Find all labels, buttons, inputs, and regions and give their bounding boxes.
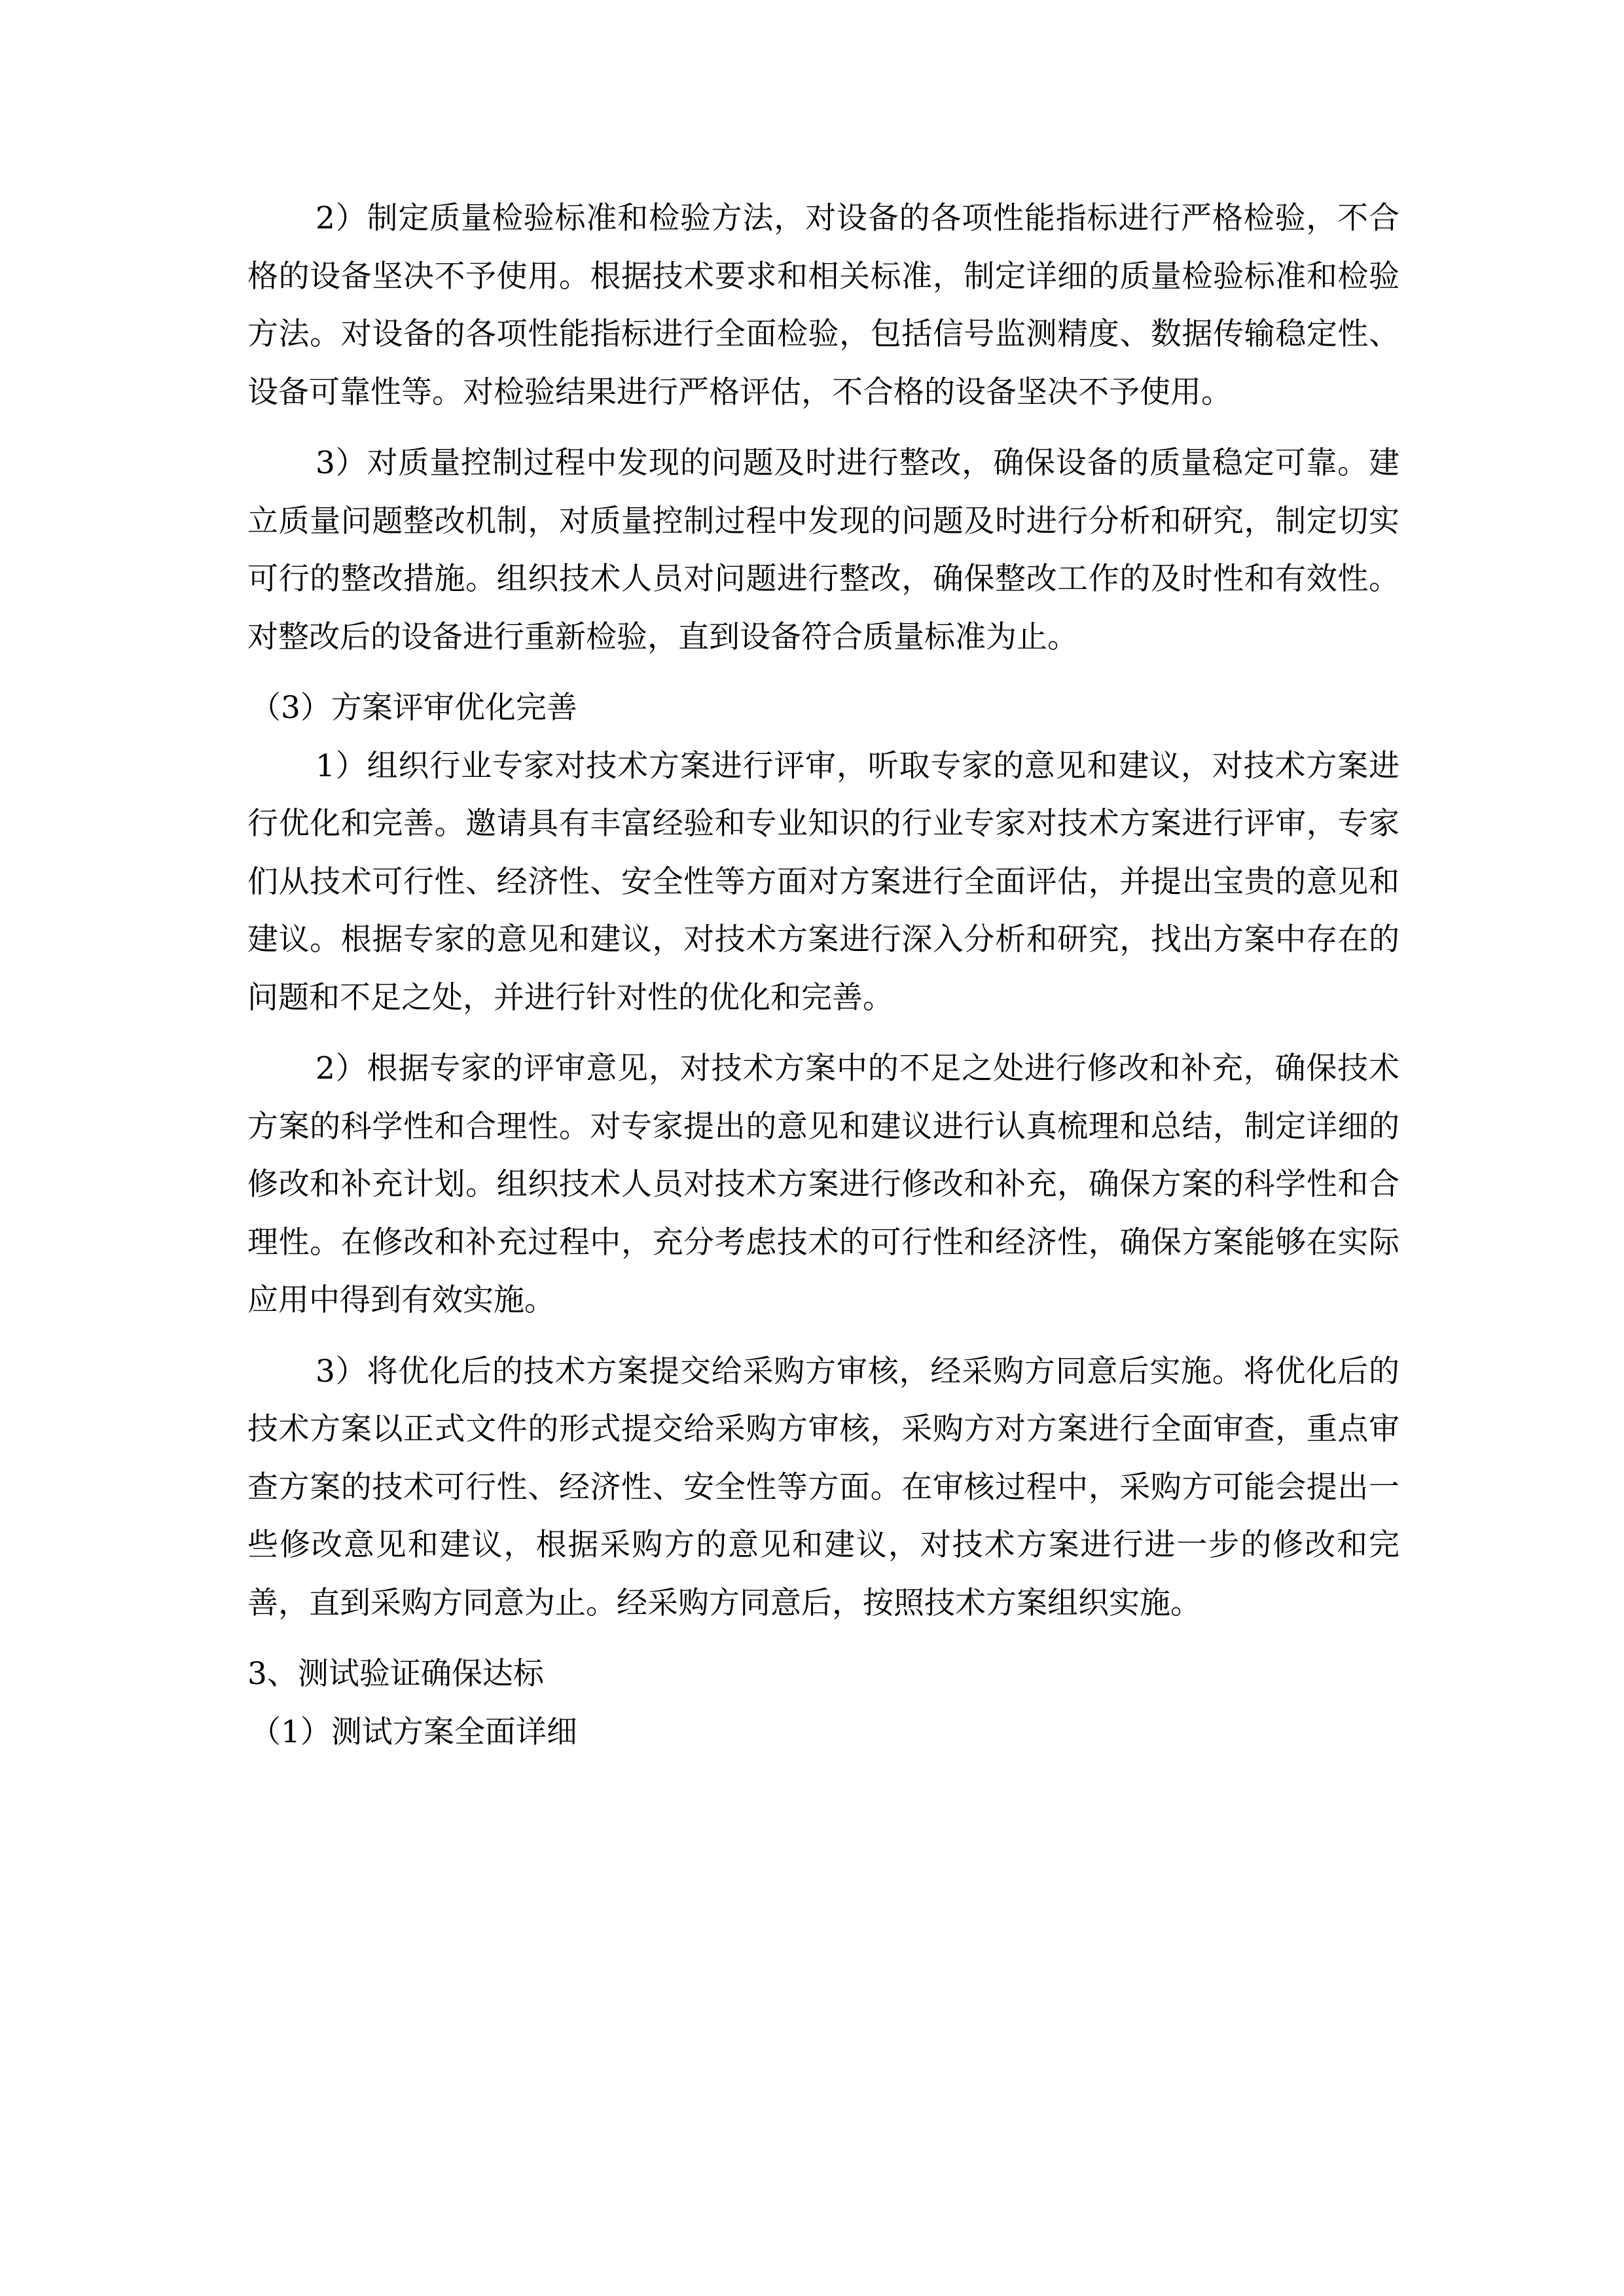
paragraph-submit-purchaser: 3）将优化后的技术方案提交给采购方审核，经采购方同意后实施。将优化后的技术方案以正式文件的形式提交给采购方审核，采购方对方案进行全面审查，重点审查方案的技术可行性、经济性、安全性等方面。在审核过程中，采购方可能会提出一些修改意见和建议，根据采购方的意见和建议，对技术方案进行进一步的修改和完善，直到采购方同意为止。经采购方同意后，按照技术方案组织实施。 (247, 1353, 1399, 1621)
paragraph-revise-supplement: 2）根据专家的评审意见，对技术方案中的不足之处进行修改和补充，确保技术方案的科学性和合理性。对专家提出的意见和建议进行认真梳理和总结，制定详细的修改和补充计划。组织技术人员对技术方案进行修改和补充，确保方案的科学性和合理性。在修改和补充过程中，充分考虑技术的可行性和经济性，确保方案能够在实际应用中得到有效实施。 (247, 1050, 1399, 1318)
paragraph-quality-rectification: 3）对质量控制过程中发现的问题及时进行整改，确保设备的质量稳定可靠。建立质量问题整改机制，对质量控制过程中发现的问题及时进行分析和研究，制定切实可行的整改措施。组织技术人员对问题进行整改，确保整改工作的及时性和有效性。对整改后的设备进行重新检验，直到设备符合质量标准为止。 (247, 445, 1399, 655)
section-heading-test-verification: 3、测试验证确保达标 (247, 1656, 544, 1692)
section-heading-plan-review: （3）方案评审优化完善 (250, 690, 577, 726)
section-heading-test-plan: （1）测试方案全面详细 (250, 1713, 577, 1750)
paragraph-expert-review: 1）组织行业专家对技术方案进行评审，听取专家的意见和建议，对技术方案进行优化和完善。邀请具有丰富经验和专业知识的行业专家对技术方案进行评审，专家们从技术可行性、经济性、安全性等方面对方案进行全面评估，并提出宝贵的意见和建议。根据专家的意见和建议，对技术方案进行深入分析和研究，找出方案中存在的问题和不足之处，并进行针对性的优化和完善。 (247, 747, 1399, 1016)
paragraph-quality-inspection-standards: 2）制定质量检验标准和检验方法，对设备的各项性能指标进行严格检验，不合格的设备坚决不予使用。根据技术要求和相关标准，制定详细的质量检验标准和检验方法。对设备的各项性能指标进行全面检验，包括信号监测精度、数据传输稳定性、设备可靠性等。对检验结果进行严格评估，不合格的设备坚决不予使用。 (247, 200, 1399, 410)
document-body (247, 190, 1399, 1761)
